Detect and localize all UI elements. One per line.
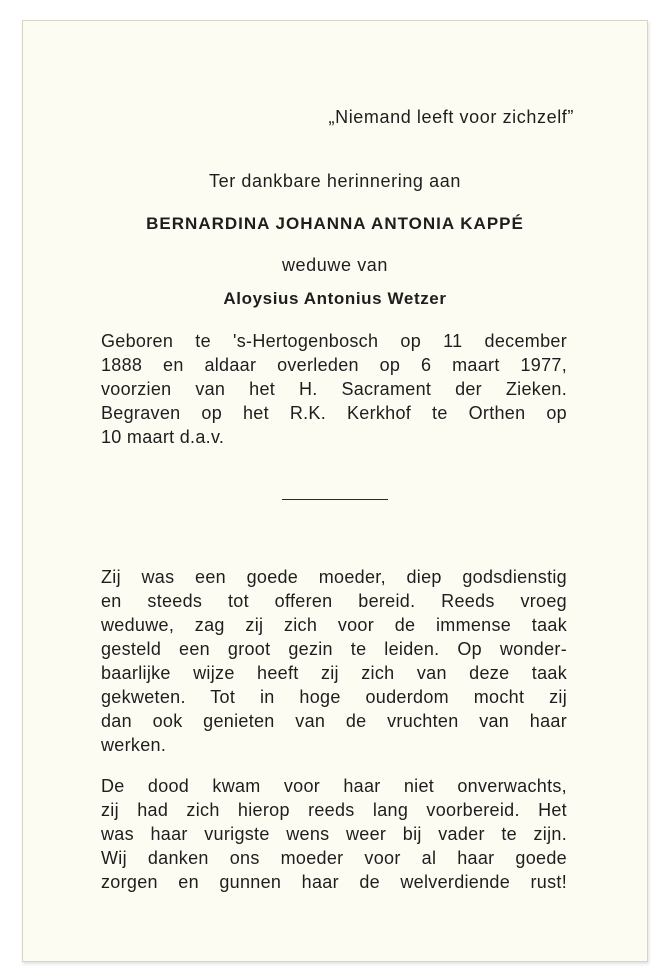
tribute-line: gesteld een groot gezin te leiden. Op wonder- [101, 639, 567, 659]
tribute-line: zij had zich hierop reeds lang voorbereid. Het [101, 800, 567, 820]
tribute-line: De dood kwam voor haar niet onverwachts, [101, 776, 567, 796]
spouse-name: Aloysius Antonius Wetzer [223, 289, 447, 308]
tribute-line: werken. [101, 735, 167, 755]
divider-rule [282, 499, 388, 500]
tribute-line: gekweten. Tot in hoge ouderdom mocht zij [101, 687, 567, 707]
tribute-line: dan ook genieten van de vruchten van haar [101, 711, 567, 731]
biography-line: Begraven op het R.K. Kerkhof te Orthen op [101, 403, 567, 423]
widow-of-line: weduwe van [281, 255, 389, 275]
tribute-line: baarlijke wijze heeft zij zich van deze taak [101, 663, 567, 683]
biography-line: voorzien van het H. Sacrament der Zieken. [101, 379, 567, 399]
memorial-card [22, 20, 648, 962]
tribute-paragraph-1 [101, 565, 567, 757]
intro-line: Ter dankbare herinnering aan [209, 171, 461, 191]
tribute-line: en steeds tot offeren bereid. Reeds vroeg [101, 591, 567, 611]
motto-quote: „Niemand leeft voor zichzelf” [328, 107, 574, 127]
tribute-paragraph-2 [101, 774, 567, 894]
tribute-line: Wij danken ons moeder voor al haar goede [101, 848, 567, 868]
biography-paragraph [101, 329, 567, 449]
biography-line: Geboren te 's-Hertogenbosch op 11 december [101, 331, 567, 351]
tribute-line: Zij was een goede moeder, diep godsdienstig [101, 567, 567, 587]
tribute-line: was haar vurigste wens weer bij vader te zijn. [101, 824, 567, 844]
deceased-name: BERNARDINA JOHANNA ANTONIA KAPPÉ [146, 214, 524, 233]
biography-line: 10 maart d.a.v. [101, 427, 225, 447]
tribute-line: zorgen en gunnen haar de welverdiende rust! [101, 872, 567, 892]
tribute-line: weduwe, zag zij zich voor de immense taak [101, 615, 567, 635]
biography-line: 1888 en aldaar overleden op 6 maart 1977, [101, 355, 567, 375]
